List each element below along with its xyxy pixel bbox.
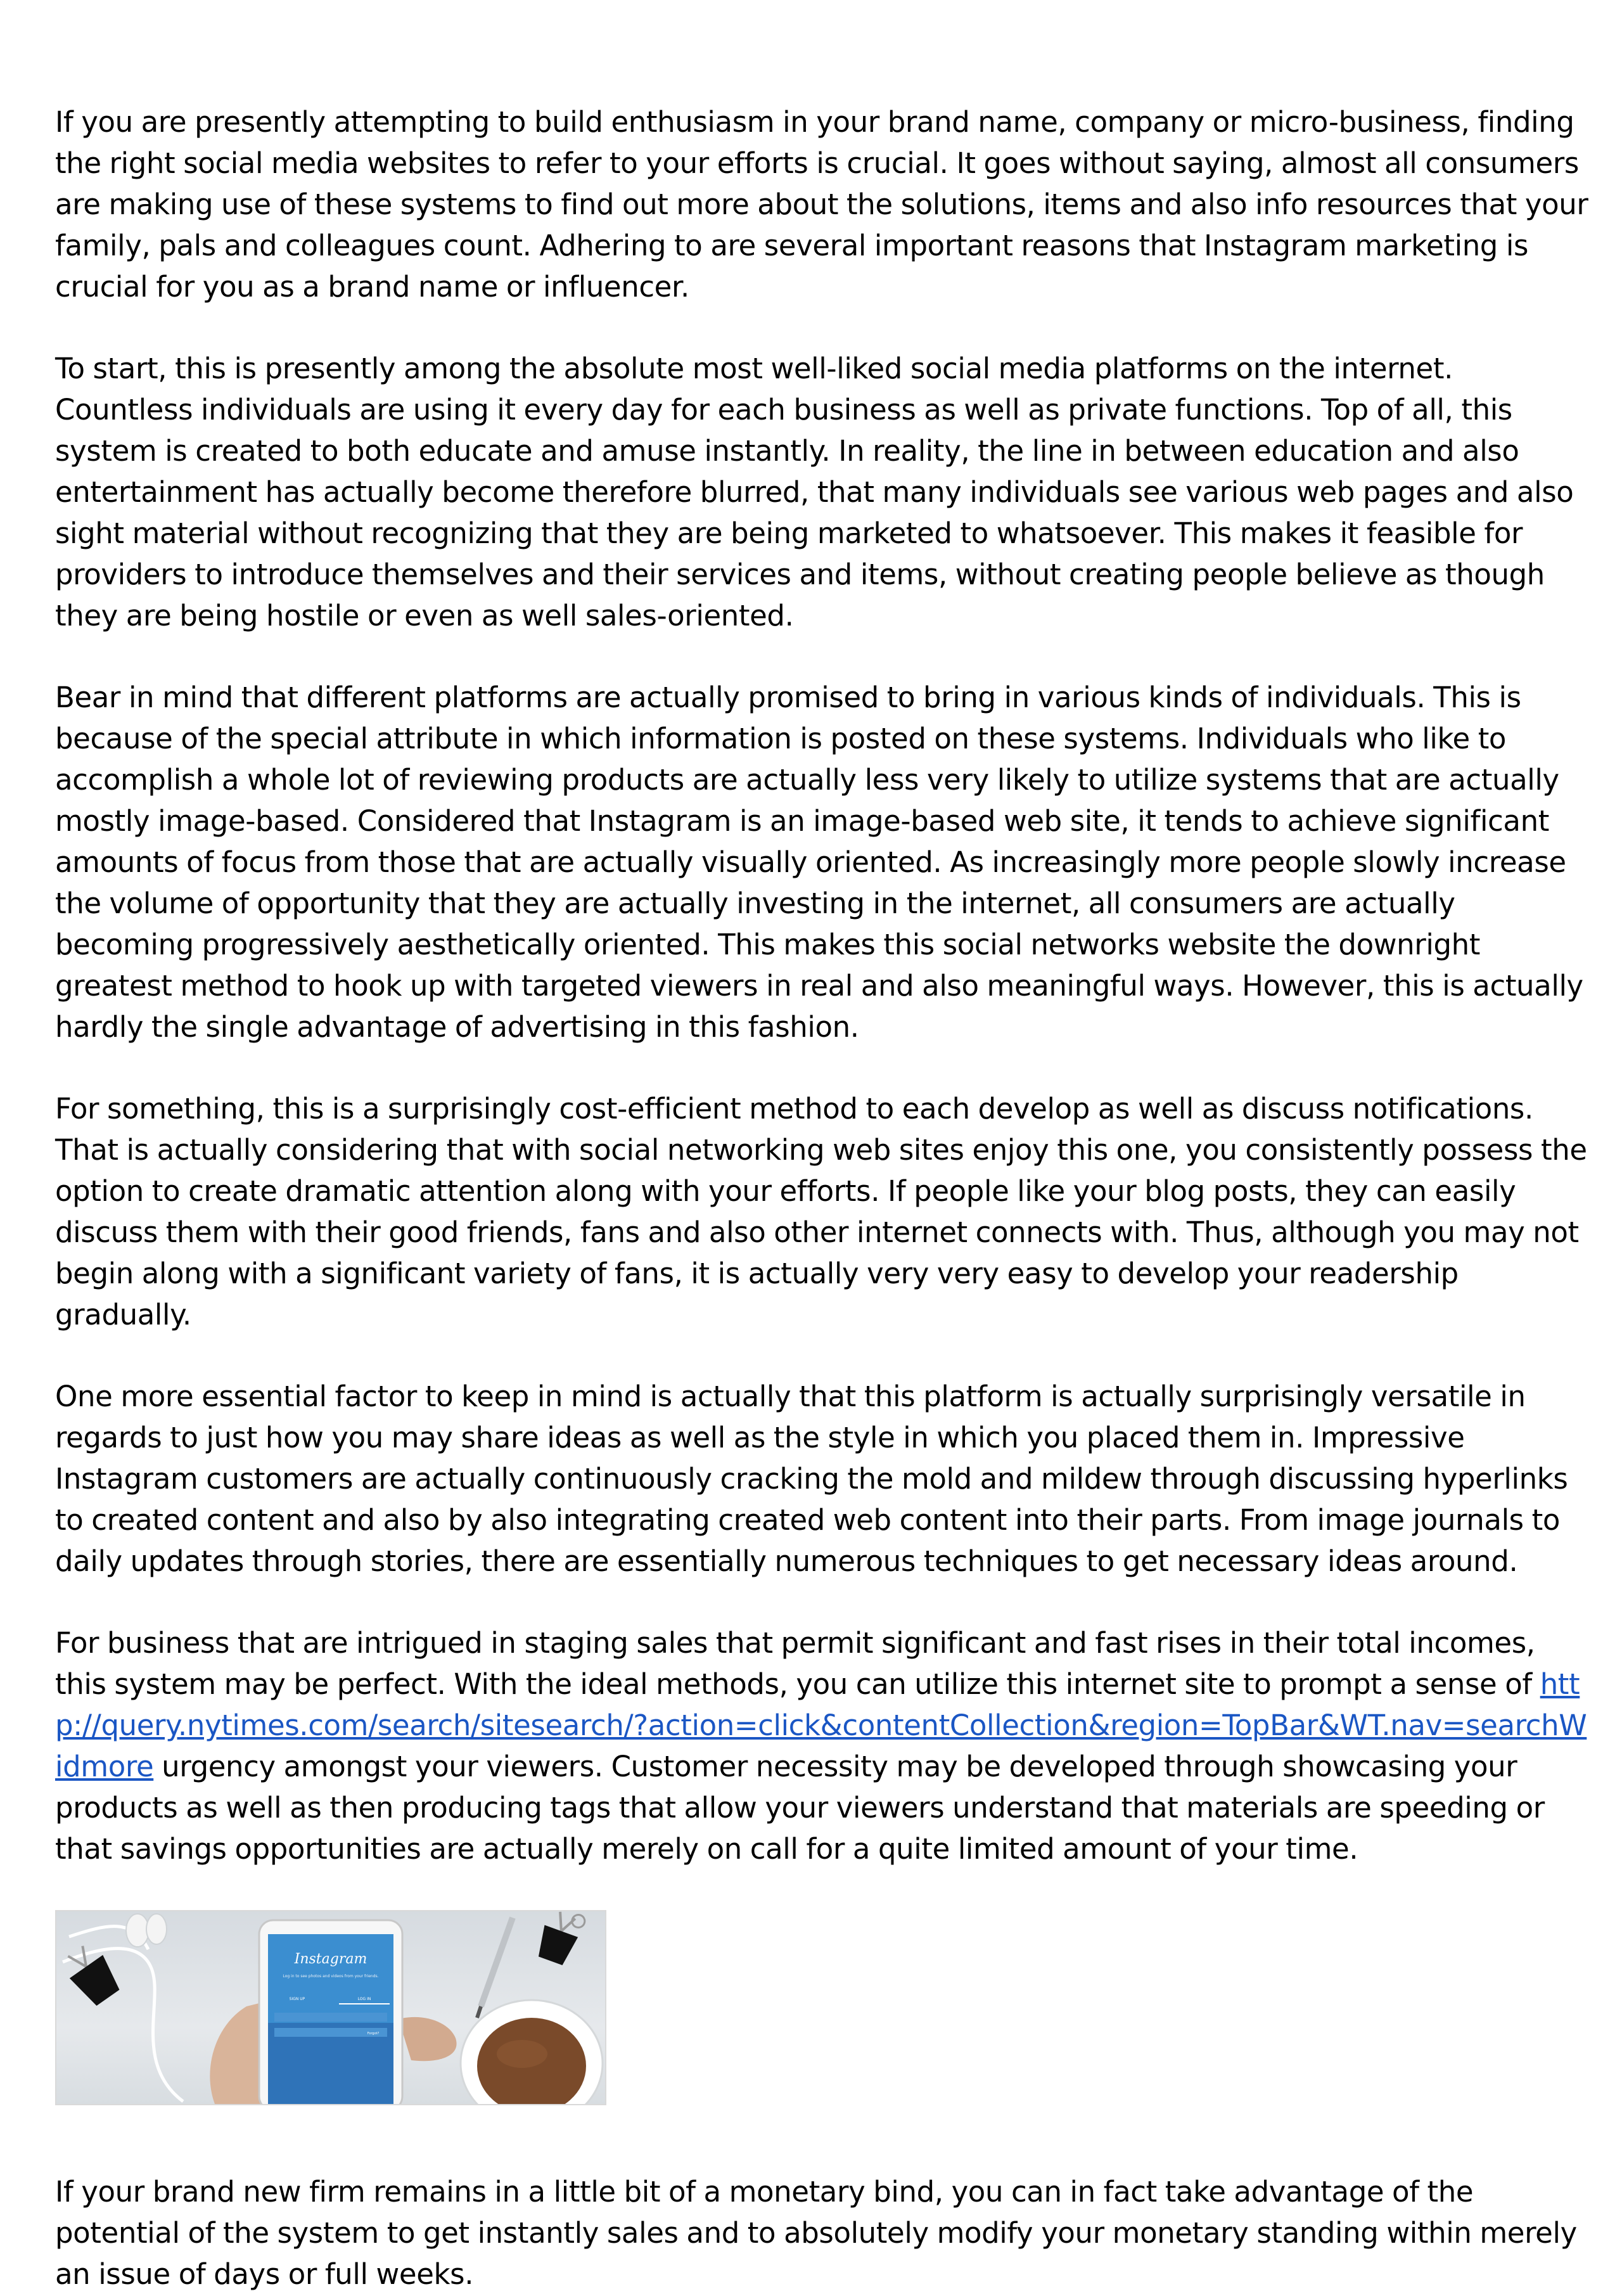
nytimes-search-link[interactable]: http://query.nytimes.com/search/sitesearch/?action=click&contentCollection&region=TopBar&WT.nav=searchWidmore — [55, 1667, 1587, 1783]
paragraph-6 — [55, 1622, 1588, 1870]
paragraph-2: To start, this is presently among the absolute most well-liked social media platforms on the internet. Countless individuals are using it every day for each business as well as private functions. Top of all, this system is created to both educate and amuse instantly. In reality, the line in between education and also entertainment has actually become therefore blurred, that many individuals see various web pages and also sight material without recognizing that they are being marketed to whatsoever. This makes it feasible for providers to introduce themselves and their services and items, without creating people believe as though they are being hostile or even as well sales-oriented. — [55, 352, 1574, 632]
instagram-logo-text: Instagram — [294, 1951, 367, 1967]
paragraph-3: Bear in mind that different platforms are actually promised to bring in various kinds of individuals. This is because of the special attribute in which information is posted on these systems. Individuals who like to accomplish a whole lot of reviewing products are actually less very likely to utilize systems that are actually mostly image-based. Considered that Instagram is an image-based web site, it tends to achieve significant amounts of focus from those that are actually visually oriented. As increasingly more people slowly increase the volume of opportunity that they are actually investing in the internet, all consumers are actually becoming progressively aesthetically oriented. This makes this social networks website the downright greatest method to hook up with targeted viewers in real and also meaningful ways. However, this is actually hardly the single advantage of advertising in this fashion. — [55, 681, 1583, 1044]
paragraph-4: For something, this is a surprisingly cost-efficient method to each develop as well as discuss notifications. That is actually considering that with social networking web sites enjoy this one, you consistently possess the option to create dramatic attention along with your efforts. If people like your blog posts, they can easily discuss them with their good friends, fans and also other internet connects with. Thus, although you may not begin along with a significant variety of fans, it is actually very very easy to develop your readership gradually. — [55, 1092, 1587, 1331]
paragraph-1: If you are presently attempting to build enthusiasm in your brand name, company or micro-business, finding the right social media websites to refer to your efforts is crucial. It goes without saying, almost all consumers are making use of these systems to find out more about the solutions, items and also info resources that your family, pals and colleagues count. Adhering to are several important reasons that Instagram marketing is crucial for you as a brand name or influencer. — [55, 105, 1588, 304]
instagram-tagline: Log in to see photos and videos from your friends. — [283, 1974, 379, 1979]
paragraph-7: If your brand new firm remains in a little bit of a monetary bind, you can in fact take advantage of the potential of the system to get instantly sales and to absolutely modify your monetary standing within merely an issue of days or full weeks. — [55, 2175, 1577, 2291]
paragraph-6-text-before: For business that are intrigued in staging sales that permit significant and fast rises in their total incomes, this system may be perfect. With the ideal methods, you can utilize this internet site to prompt a sense of — [55, 1626, 1540, 1701]
article-body — [55, 101, 1588, 2295]
paragraph-5: One more essential factor to keep in mind is actually that this platform is actually surprisingly versatile in regards to just how you may share ideas as well as the style in which you placed them in. Impressive Instagram customers are actually continuously cracking the mold and mildew through discussing hyperlinks to created content and also by also integrating created web content into their parts. From image journals to daily updates through stories, there are essentially numerous techniques to get necessary ideas around. — [55, 1380, 1568, 1578]
login-tab: LOG IN — [357, 1997, 371, 2001]
forgot-link: Forgot? — [367, 2032, 380, 2036]
signup-tab: SIGN UP — [289, 1997, 305, 2001]
paragraph-6-text-after: urgency amongst your viewers. Customer necessity may be developed through showcasing your products as well as then producing tags that allow your viewers understand that materials are speeding or that savings opportunities are actually merely on call for a quite limited amount of your time. — [55, 1750, 1545, 1866]
instagram-phone-photo — [55, 1910, 606, 2105]
